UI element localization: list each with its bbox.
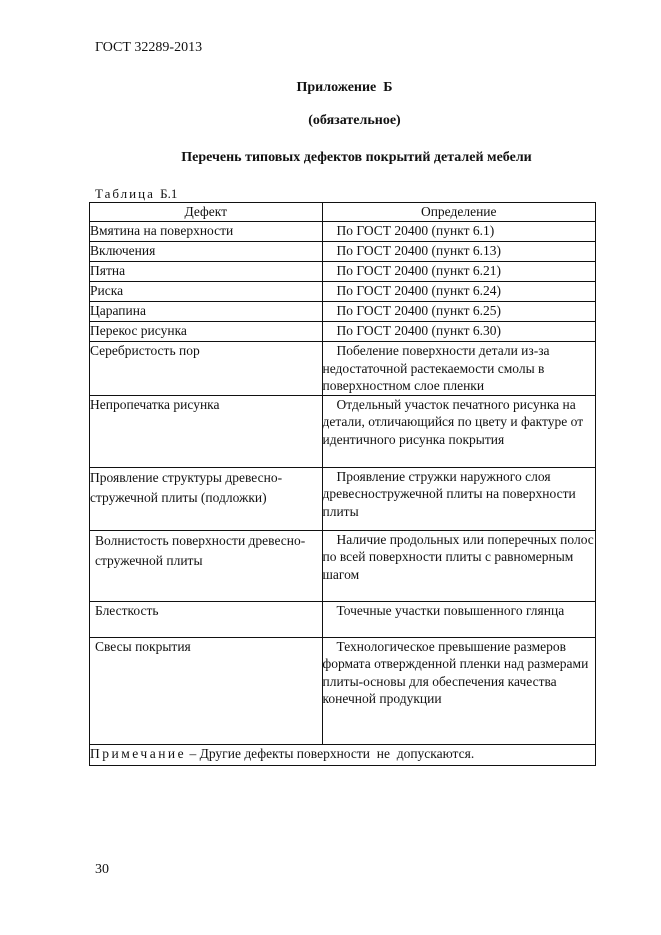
note-label: Примечание [90,745,187,761]
definition-cell: По ГОСТ 20400 (пункт 6.13) [322,242,596,262]
table-row [90,342,596,396]
table-caption-label: Таблица [95,186,155,201]
table-caption [95,186,177,202]
defect-cell: Перекос рисунка [90,322,323,342]
table-note [90,744,596,765]
definition-cell: По ГОСТ 20400 (пункт 6.24) [322,282,596,302]
defect-cell: Вмятина на поверхности [90,222,323,242]
definition-cell: Отдельный участок печатного рисунка на детали, отличающийся по цвету и фактуре от идентичного рисунка покрытия [322,395,596,467]
table-row [90,222,596,242]
table-row [90,467,596,530]
definition-cell: По ГОСТ 20400 (пункт 6.30) [322,322,596,342]
definition-cell: Наличие продольных или поперечных полос по всей поверхности плиты с равномерным шагом [322,530,596,601]
defect-cell: Проявление структуры древесно-стружечной плиты (подложки) [90,467,323,530]
table-row [90,282,596,302]
table-row [90,601,596,637]
definition-cell: Точечные участки повышенного глянца [322,601,596,637]
table-note-row [90,744,596,765]
definition-cell: По ГОСТ 20400 (пункт 6.21) [322,262,596,282]
column-header-defect: Дефект [90,203,323,222]
definition-cell: По ГОСТ 20400 (пункт 6.1) [322,222,596,242]
definition-cell: Побеление поверхности детали из-за недостаточной растекаемости смолы в поверхностном слое пленки [322,342,596,396]
table-row [90,637,596,744]
table-row [90,262,596,282]
appendix-title: Приложение Б [296,80,393,95]
defect-cell: Риска [90,282,323,302]
table-row [90,322,596,342]
defect-cell: Блесткость [90,601,323,637]
defect-cell: Царапина [90,302,323,322]
definition-cell: По ГОСТ 20400 (пункт 6.25) [322,302,596,322]
defect-cell: Серебристость пор [90,342,323,396]
defect-cell: Непропечатка рисунка [90,395,323,467]
table-row [90,302,596,322]
defects-table [89,202,596,766]
defect-cell: Включения [90,242,323,262]
table-row [90,395,596,467]
list-title: Перечень типовых дефектов покрытий деталей мебели [181,150,532,165]
definition-cell: Проявление стружки наружного слоя древесностружечной плиты на поверхности плиты [322,467,596,530]
document-code: ГОСТ 32289-2013 [95,40,203,55]
page-number: 30 [95,862,109,877]
note-text: – Другие дефекты поверхности не допускаются. [186,745,475,761]
table-row [90,242,596,262]
table-row [90,530,596,601]
table-caption-number: Б.1 [160,186,178,201]
defect-cell: Волнистость поверхности древесно-стружечной плиты [90,530,323,601]
table-header-row [90,203,596,222]
definition-cell: Технологическое превышение размеров формата отвержденной пленки над размерами плиты-основы для обеспечения качества конечной продукции [322,637,596,744]
appendix-status: (обязательное) [308,113,401,128]
defect-cell: Свесы покрытия [90,637,323,744]
defect-cell: Пятна [90,262,323,282]
column-header-definition: Определение [322,203,596,222]
